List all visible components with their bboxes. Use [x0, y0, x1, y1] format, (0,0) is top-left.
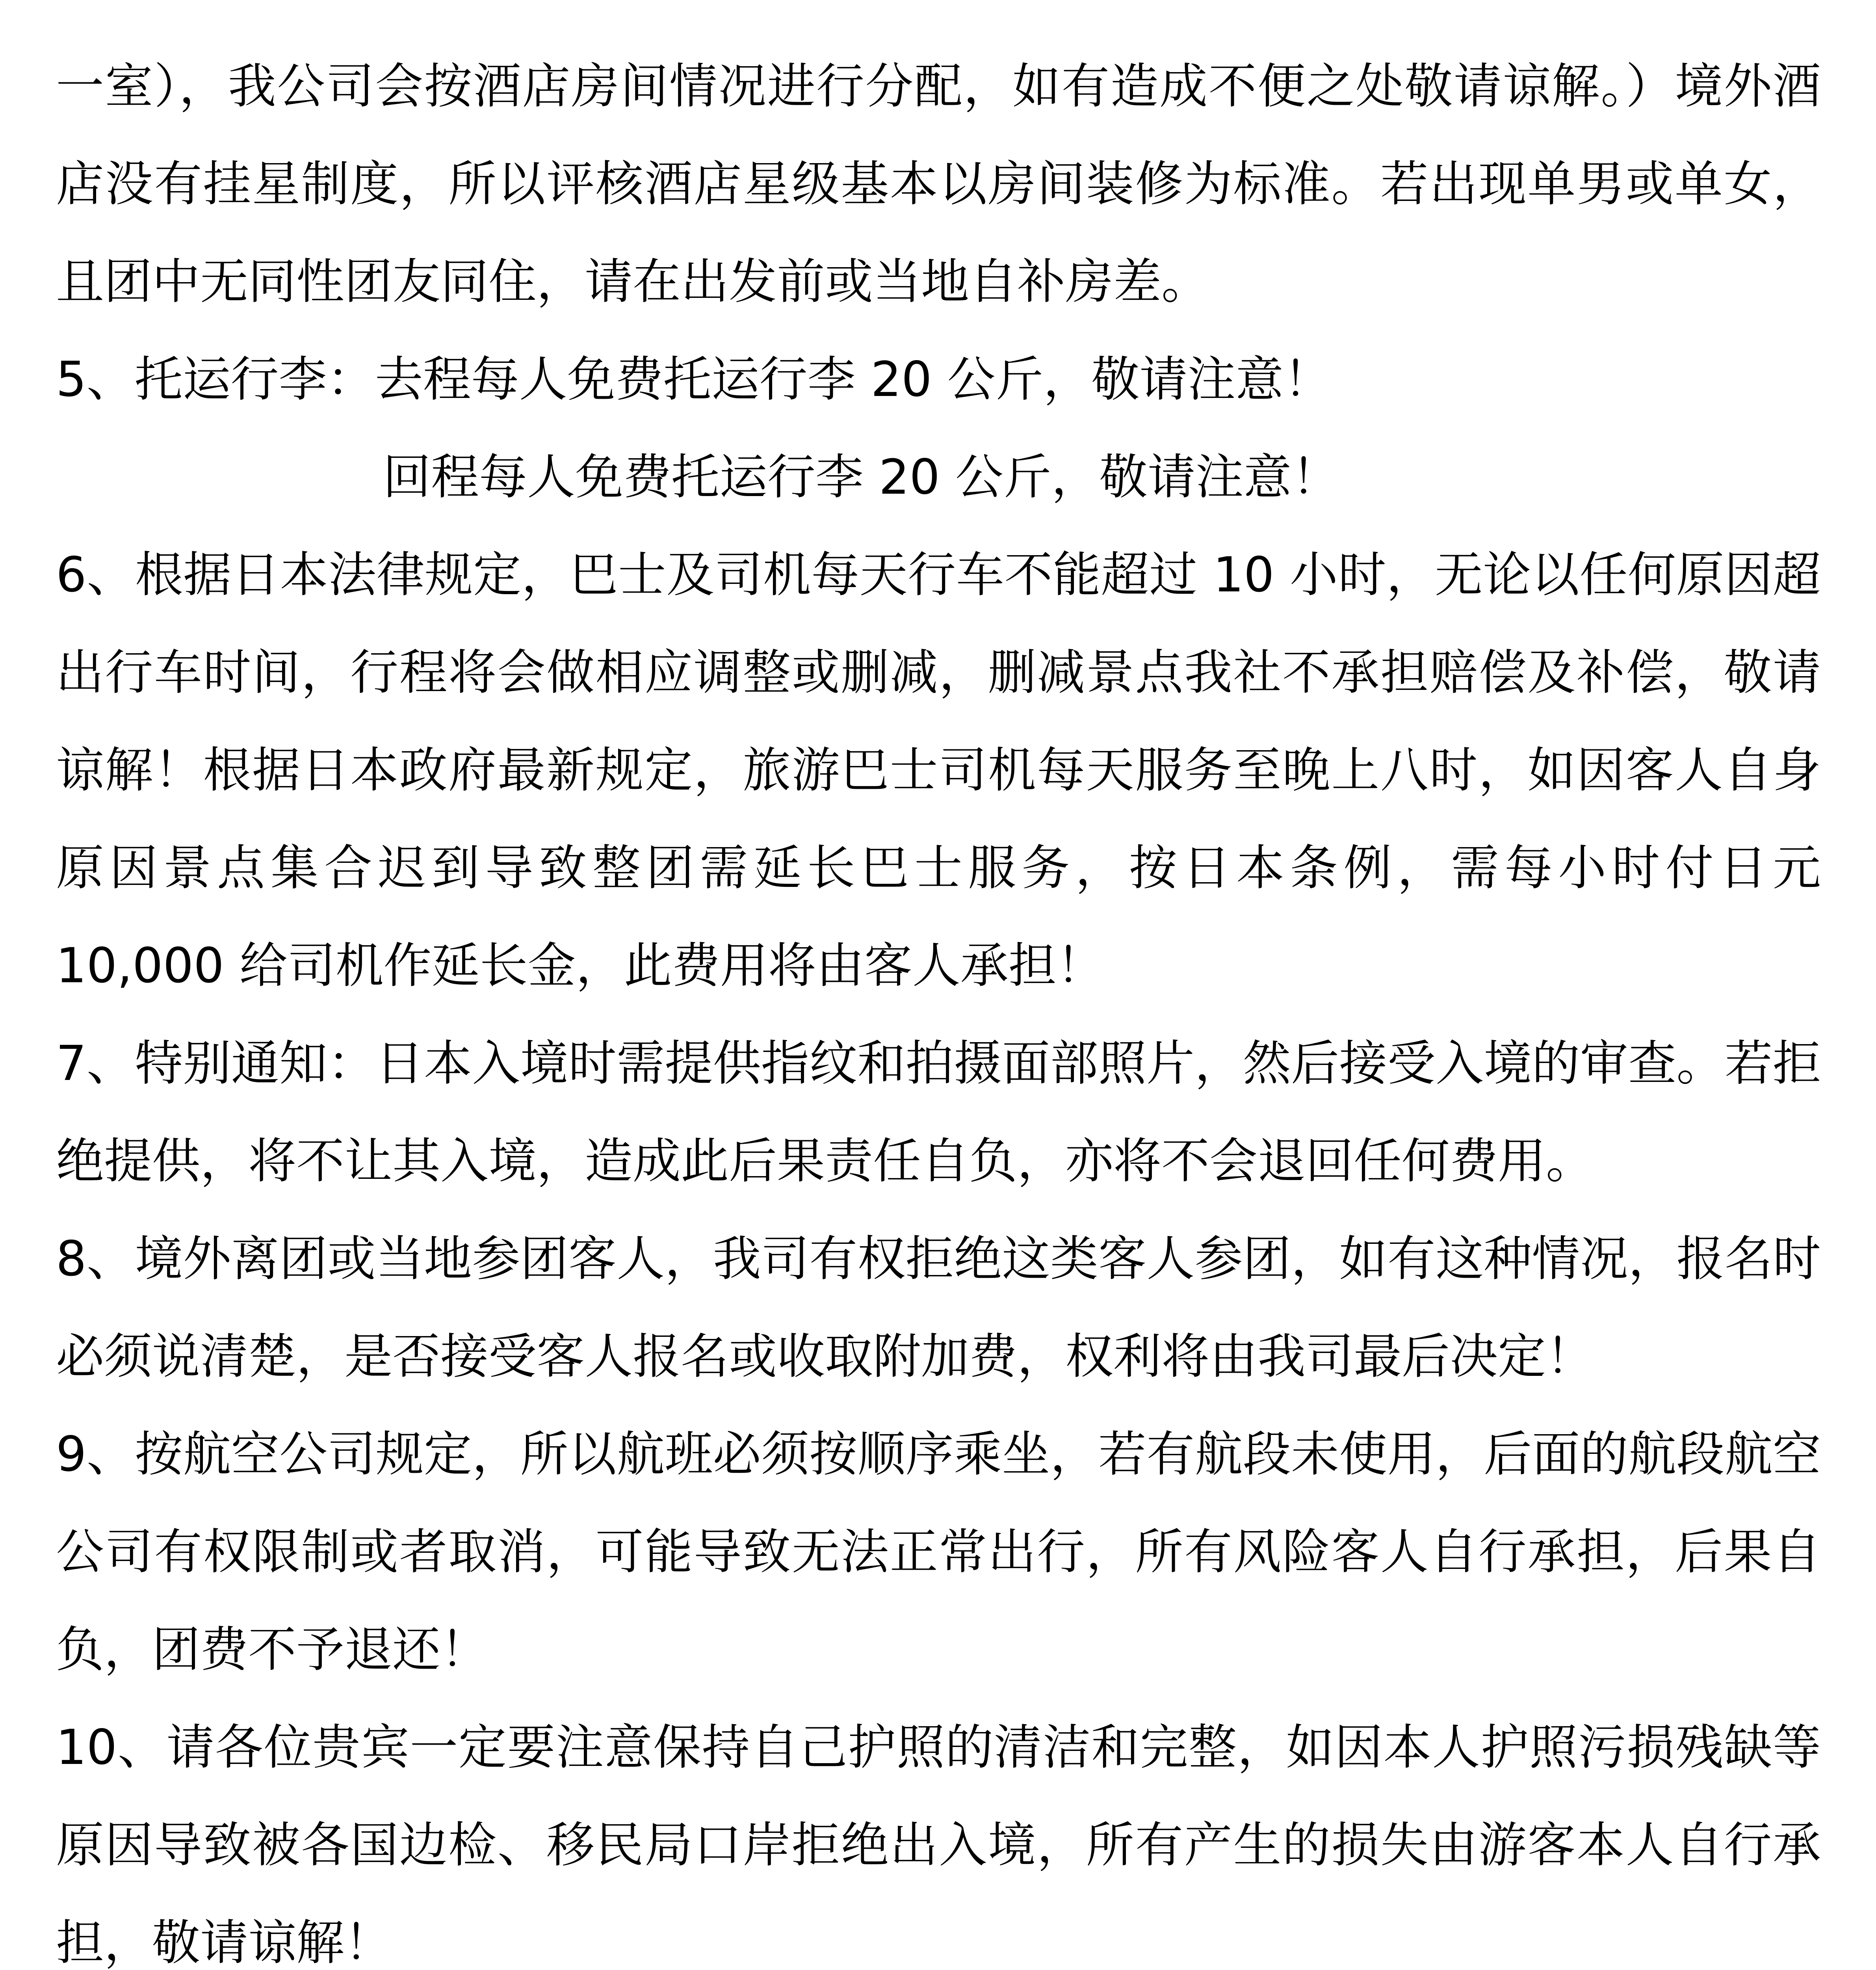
paragraph-flight-segments: 9、按航空公司规定，所以航班必须按顺序乘坐，若有航段未使用，后面的航段航空公司有权限制或者取消，可能导致无法正常出行，所有风险客人自行承担，后果自负，团费不予退还！ — [56, 1426, 1821, 1678]
paragraph-hotel-rooms: 一室），我公司会按酒店房间情况进行分配，如有造成不便之处敬请谅解。）境外酒店没有挂星制度，所以评核酒店星级基本以房间装修为标准。若出现单男或单女，且团中无同性团友同住，请在出发前或当地自补房差。 — [56, 58, 1821, 310]
paragraph-luggage-return: 回程每人免费托运行李 20 公斤，敬请注意！ — [383, 449, 1340, 505]
document-body — [56, 37, 1821, 1970]
paragraph-bus-driving-hours: 6、根据日本法律规定，巴士及司机每天行车不能超过 10 小时，无论以任何原因超出行车时间，行程将会做相应调整或删减，删减景点我社不承担赔偿及补偿，敬请谅解！根据日本政府最新规定，旅游巴士司机每天服务至晚上八时，如因客人自身原因景点集合迟到导致整团需延长巴士服务，按日本条例，需每小时付日元 10,000 给司机作延长金，此费用将由客人承担！ — [56, 547, 1821, 994]
paragraph-luggage-outbound: 5、托运行李：去程每人免费托运行李 20 公斤，敬请注意！ — [56, 351, 1332, 407]
paragraph-leaving-group: 8、境外离团或当地参团客人，我司有权拒绝这类客人参团，如有这种情况，报名时必须说清楚，是否接受客人报名或收取附加费，权利将由我司最后决定！ — [56, 1231, 1821, 1385]
paragraph-entry-notice: 7、特别通知：日本入境时需提供指纹和拍摄面部照片，然后接受入境的审查。若拒绝提供，将不让其入境，造成此后果责任自负，亦将不会退回任何费用。 — [56, 1035, 1821, 1189]
paragraph-passport-condition: 10、请各位贵宾一定要注意保持自己护照的清洁和完整，如因本人护照污损残缺等原因导致被各国边检、移民局口岸拒绝出入境，所有产生的损失由游客本人自行承担，敬请谅解！ — [56, 1719, 1821, 1970]
